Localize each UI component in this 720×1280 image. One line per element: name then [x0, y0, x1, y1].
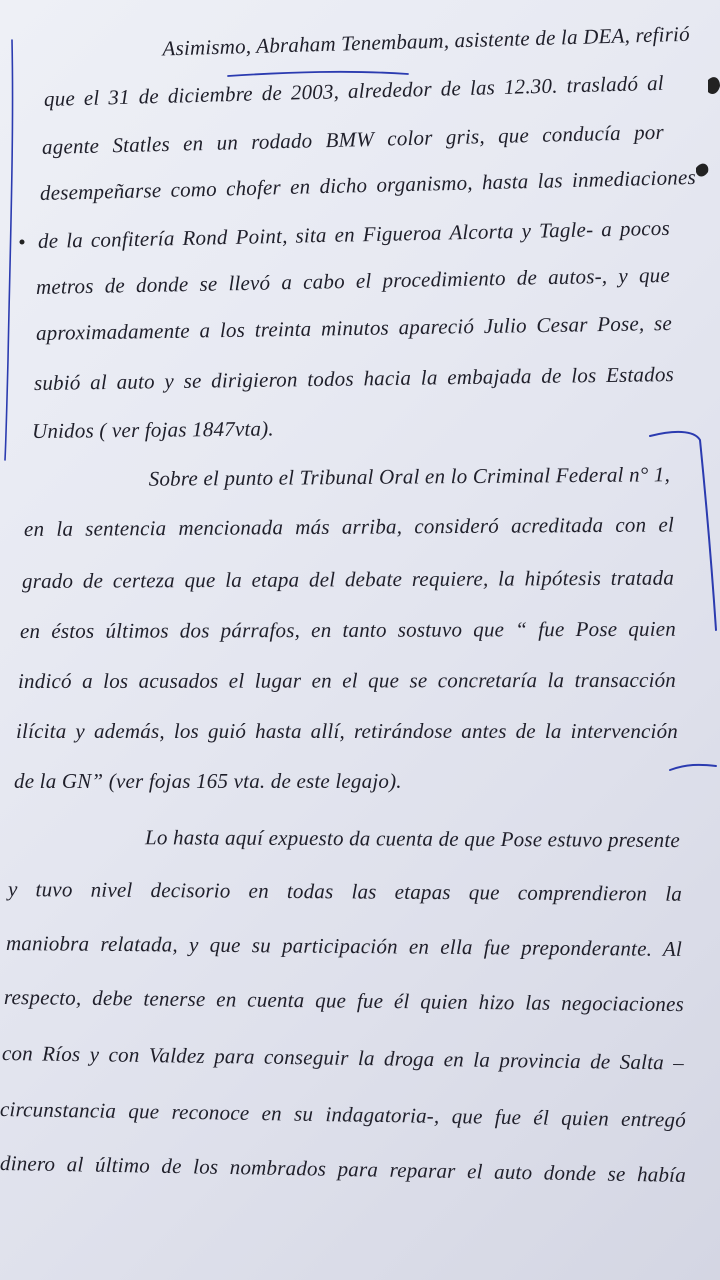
text-line: metros de donde se llevó a cabo el procedimiento de autos-, y que [35, 262, 671, 299]
text-line: que el 31 de diciembre de 2003, alrededor de las 12.30. trasladó al [43, 70, 665, 111]
text-line: circunstancia que reconoce en su indagatoria-, que fue él quien entregó [0, 1097, 687, 1132]
text-line: Unidos ( ver fojas 1847vta). [31, 416, 274, 443]
text-line: en la sentencia mencionada más arriba, consideró acreditada con el [23, 512, 675, 541]
text-line: maniobra relatada, y que su participación en ella fue preponderante. Al [5, 931, 683, 961]
text-line: en éstos últimos dos párrafos, en tanto sostuvo que “ fue Pose quien [19, 616, 677, 643]
text-line: grado de certeza que la etapa del debate requiere, la hipótesis tratada [21, 565, 675, 593]
text-line: respecto, debe tenerse en cuenta que fue él quien hizo las negociaciones [3, 985, 685, 1017]
text-line: Sobre el punto el Tribunal Oral en lo Criminal Federal n° 1, [148, 462, 671, 491]
margin-dot [20, 240, 25, 245]
margin-ink-scribble [696, 164, 708, 177]
margin-ink-blot [708, 77, 720, 94]
text-line: de la GN” (ver fojas 165 vta. de este legajo). [14, 769, 402, 793]
text-line: con Ríos y con Valdez para conseguir la droga en la provincia de Salta – [1, 1041, 685, 1075]
left-margin-pen-line [5, 40, 13, 460]
text-line: Asimismo, Abraham Tenembaum, asistente de la DEA, refirió [162, 21, 691, 61]
text-line: ilícita y además, los guió hasta allí, retirándose antes de la intervención [16, 719, 678, 743]
text-line: desempeñarse como chofer en dicho organismo, hasta las inmediaciones [39, 164, 697, 205]
text-line: agente Statles en un rodado BMW color gris, que conducía por [41, 119, 665, 159]
text-line: de la confitería Rond Point, sita en Figueroa Alcorta y Tagle- a pocos [37, 215, 671, 253]
text-line: indicó a los acusados el lugar en el que se concretaría la transacción [17, 667, 677, 693]
text-line: dinero al último de los nombrados para reparar el auto donde se había [0, 1151, 687, 1187]
text-line: Lo hasta aquí expuesto da cuenta de que Pose estuvo presente [144, 825, 681, 852]
text-line: aproximadamente a los treinta minutos apareció Julio Cesar Pose, se [35, 311, 673, 345]
text-line: y tuvo nivel decisorio en todas las etapas que comprendieron la [7, 877, 683, 906]
right-margin-tick [670, 765, 716, 770]
text-line: subió al auto y se dirigieron todos hacia la embajada de los Estados [33, 362, 675, 395]
name-underline-mark [228, 72, 408, 76]
right-margin-bracket [650, 432, 716, 630]
